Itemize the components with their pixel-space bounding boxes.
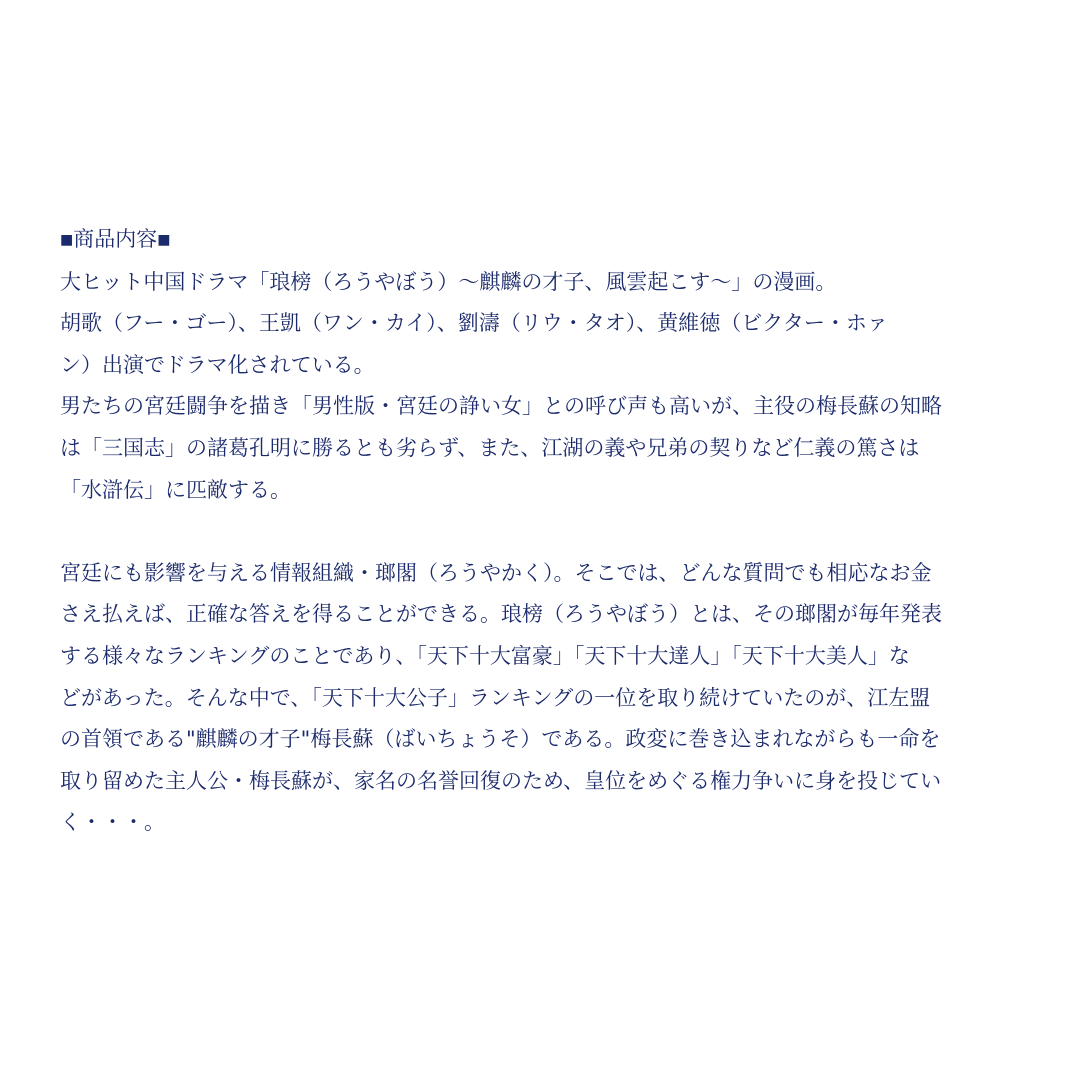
intro-line: 男たちの宮廷闘争を描き「男性版・宮廷の諍い女」との呼び声も高いが、主役の梅長蘇の知略 [60,394,942,419]
product-description [60,219,1060,844]
story-line: さえ払えば、正確な答えを得ることができる。琅榜（ろうやぼう）とは、その瑯閣が毎年発表 [60,602,942,627]
square-bullet-icon: ■ [157,232,171,248]
intro-line: 大ヒット中国ドラマ「琅榜（ろうやぼう）～麒麟の才子、風雲起こす～」の漫画。 [60,269,837,294]
intro-line: 胡歌（フー・ゴー）、王凱（ワン・カイ）、劉濤（リウ・タオ）、黄維徳（ビクター・ホァ [60,311,888,336]
story-line: 取り留めた主人公・梅長蘇が、家名の名誉回復のため、皇位をめぐる権力争いに身を投じてい [60,768,942,793]
intro-line: ン）出演でドラマ化されている。 [60,352,375,377]
intro-paragraph [60,262,1060,512]
story-line: く・・・。 [60,810,165,835]
story-line: の首領である"麒麟の才子"梅長蘇（ばいちょうそ）である。政変に巻き込まれながらも一命を [60,727,941,752]
story-line: 宮廷にも影響を与える情報組織・瑯閣（ろうやかく）。そこでは、どんな質問でも相応なお金 [60,560,932,585]
paragraph-spacer [60,511,1060,553]
square-bullet-icon: ■ [60,232,74,248]
story-paragraph [60,553,1060,844]
intro-line: は「三国志」の諸葛孔明に勝るとも劣らず、また、江湖の義や兄弟の契りなど仁義の篤さは [60,435,920,460]
intro-line: 「水滸伝」に匹敵する。 [60,477,291,502]
story-line: する様々なランキングのことであり、「天下十大富豪」「天下十大達人」「天下十大美人」な [60,643,910,668]
section-heading [60,219,1060,262]
story-line: どがあった。そんな中で、「天下十大公子」ランキングの一位を取り続けていたのが、江左盟 [60,685,931,710]
section-heading-title: 商品内容 [73,227,158,251]
